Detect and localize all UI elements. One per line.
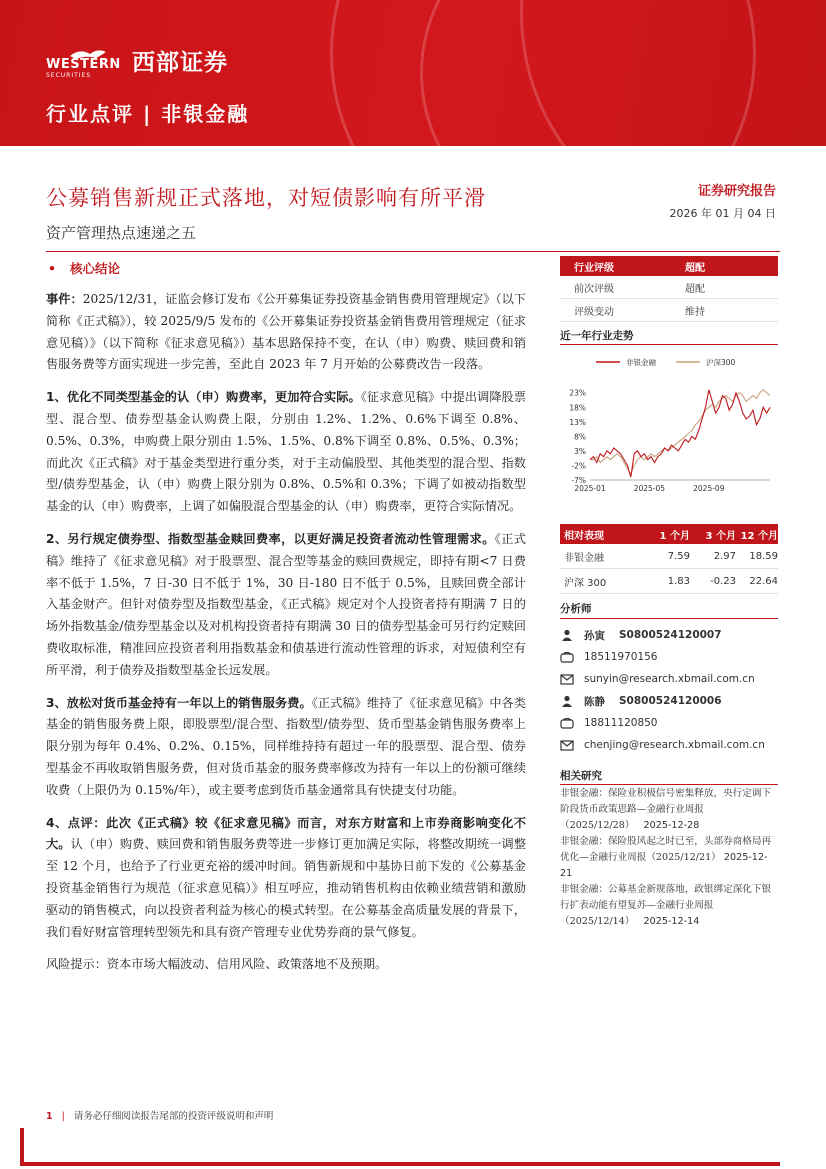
mail-icon (560, 739, 574, 751)
analyst-phone-row: 18811120850 (560, 712, 778, 734)
performance-table (560, 524, 778, 594)
y-tick-label: -2% (571, 461, 586, 471)
y-tick-label: 13% (569, 417, 586, 427)
rating-row: 评级变动 维持 (560, 299, 778, 322)
mail-icon (560, 673, 574, 685)
report-subtitle: 资产管理热点速递之五 (46, 224, 197, 242)
company-logo (46, 44, 228, 77)
main-body (46, 289, 526, 987)
x-tick-label: 2025-01 (574, 484, 606, 493)
performance-row: 沪深 300 1.83 -0.23 22.64 (560, 569, 778, 594)
logo-chinese: 西部证券 (132, 50, 228, 76)
person-icon (560, 629, 574, 641)
series-line (590, 390, 770, 477)
phone-icon (560, 717, 574, 729)
related-list (560, 786, 778, 930)
rating-row: 前次评级 超配 (560, 276, 778, 299)
title-divider (46, 251, 780, 252)
paragraph-point-4: 4、点评：此次《正式稿》较《征求意见稿》而言，对东方财富和上市券商影响变化不大。认（申）购费、赎回费和销售服务费等进一步修订更加满足实际，将整改期统一调整至 12 个月，也给予了行业更充裕的缓冲时间。销售新规和中基协日前下发的《公募基金投资基金销售行为规范（征求意见稿）》相互呼应，推动销售机构由依赖业绩营销和激励驱动的销售模式，向以投资者利益为核心的模式转型。在公募基金高质量发展的背景下，我们看好财富管理转型领先和具有资产管理专业优势券商的景气修复。 (46, 815, 527, 939)
performance-row: 非银金融 7.59 2.97 18.59 (560, 544, 778, 569)
legend-label: 沪深300 (706, 358, 736, 367)
bullet-icon: • (48, 261, 56, 276)
related-item[interactable]: 非银金融：保险股风起之时已至，头部券商格局再优化—金融行业周报（2025/12/21） 2025-12-21 (560, 836, 772, 879)
analyst-email-row: chenjing@research.xbmail.com.cn (560, 734, 778, 756)
y-tick-label: -7% (571, 476, 586, 485)
page-number: 1 (46, 1111, 53, 1122)
related-item[interactable]: 非银金融：公募基金新规落地，政银绑定深化下银行扩表动能有望复苏—金融行业周报（2025/12/14） 2025-12-14 (560, 884, 772, 927)
series-line (590, 390, 770, 474)
header-banner (0, 0, 826, 146)
analyst-divider (560, 618, 778, 619)
analyst-title: 分析师 (560, 603, 592, 615)
trend-chart (560, 350, 778, 500)
performance-header: 相对表现 1 个月 3 个月 12 个月 (560, 524, 778, 544)
trend-title: 近一年行业走势 (560, 330, 634, 342)
legend-label: 非银金融 (626, 358, 656, 367)
analyst-phone-row: 18511970156 (560, 646, 778, 668)
y-tick-label: 8% (574, 432, 586, 442)
rating-table (560, 256, 778, 322)
footer-corner-mark (20, 1128, 24, 1166)
related-item[interactable]: 非银金融：保险业积极信号密集释放，央行定调下阶段货币政策思路—金融行业周报（2025/12/28） 2025-12-28 (560, 788, 772, 831)
analyst-name-row: 孙寅 S0800524120007 (560, 624, 778, 646)
related-divider (560, 784, 778, 785)
report-category: 行业点评 | 非银金融 (46, 102, 250, 126)
logo-english: WESTERN (46, 56, 121, 72)
paragraph-point-2: 2、另行规定债券型、指数型基金赎回费率，以更好满足投资者流动性管理需求。《正式稿》维持了《征求意见稿》对于股票型、混合型等基金的赎回费规定，即持有期<7 日费率不低于 1.5%，7 日-30 日不低于 1%，30 日-180 日不低于 0.5%，且赎回费全部计入基金财产。但针对债券型及指数型基金，《正式稿》规定对个人投资者持有期满 7 日的场外指数基金/债券型基金以及对机构投资者持有期满 30 日的债券型基金可另行约定赎回费收取标准，精准回应投资者利用指数基金和债基进行流动性管理的诉求，对短债利空有所平滑，利于债券及指数型基金长远发展。 (46, 531, 526, 677)
footer: 1 | 请务必仔细阅读报告尾部的投资评级说明和声明 (46, 1111, 274, 1122)
paragraph-point-1: 1、优化不同类型基金的认（申）购费率，更加符合实际。《征求意见稿》中提出调降股票型、混合型、债券型基金认购费上限，分别由 1.2%、1.2%、0.6%下调至 0.8%、0.5%、0.3%，申购费上限分别由 1.5%、1.5%、0.8%下调至 0.8%、0.5%、0.3%；而此次《正式稿》对于基金类型进行重分类，对于主动偏股型、其他类型的混合型、指数型/债券型基金，认（申）购费上限分别为 0.8%、0.5%和 0.3%；下调了如被动指数型基金的认（申）购费率，上调了如偏股混合型基金的认（申）购费率，更符合实际情况。 (46, 390, 526, 514)
y-tick-label: 3% (574, 446, 586, 456)
paragraph-event: 事件：2025/12/31，证监会修订发布《公开募集证券投资基金销售费用管理规定》（以下简称《正式稿》），较 2025/9/5 发布的《公开募集证券投资基金销售费用管理规定（征求意见稿）》（以下简称《征求意见稿》）基本思路保持不变，在认（申）购费、赎回费和销售服务费等方面实现进一步完善，至此自 2023 年 7 月开始的公募费改告一段落。 (46, 292, 526, 372)
related-title: 相关研究 (560, 770, 602, 782)
report-title: 公募销售新规正式落地，对短债影响有所平滑 (46, 186, 486, 210)
logo-english-sub: SECURITIES (46, 71, 92, 79)
analyst-name-row: 陈静 S0800524120006 (560, 690, 778, 712)
report-type: 证券研究报告 (697, 184, 776, 199)
person-icon (560, 695, 574, 707)
phone-icon (560, 651, 574, 663)
bull-logo-icon (46, 46, 126, 79)
core-conclusion-heading: • 核心结论 (48, 261, 121, 276)
report-date: 2026 年 01 月 04 日 (669, 207, 776, 220)
x-tick-label: 2025-05 (633, 484, 666, 493)
analyst-email-row: sunyin@research.xbmail.com.cn (560, 668, 778, 690)
y-tick-label: 23% (569, 388, 586, 398)
rating-header: 行业评级 超配 (560, 256, 778, 276)
trend-divider (560, 344, 778, 345)
footer-line (20, 1162, 780, 1166)
risk-warning: 风险提示：资本市场大幅波动、信用风险、政策落地不及预期。 (46, 957, 388, 972)
y-tick-label: 18% (569, 403, 586, 413)
paragraph-point-3: 3、放松对货币基金持有一年以上的销售服务费。《正式稿》维持了《征求意见稿》中各类基金的销售服务费上限，即股票型/混合型、指数型/债券型、货币型基金销售服务费率上限分别为每年 0.4%、0.2%、0.15%，同样维持持有超过一年的股票型、混合型、债券型基金不再收取销售服务费，但对货币基金的服务费率修改为持有一年以上的份额可继续收费（上限仍为 0.15%/年），或主要考虑到货币基金通常具有快捷支付功能。 (46, 695, 526, 797)
x-tick-label: 2025-09 (693, 484, 725, 493)
disclaimer-text: 请务必仔细阅读报告尾部的投资评级说明和声明 (73, 1111, 274, 1122)
analyst-list (560, 624, 778, 756)
